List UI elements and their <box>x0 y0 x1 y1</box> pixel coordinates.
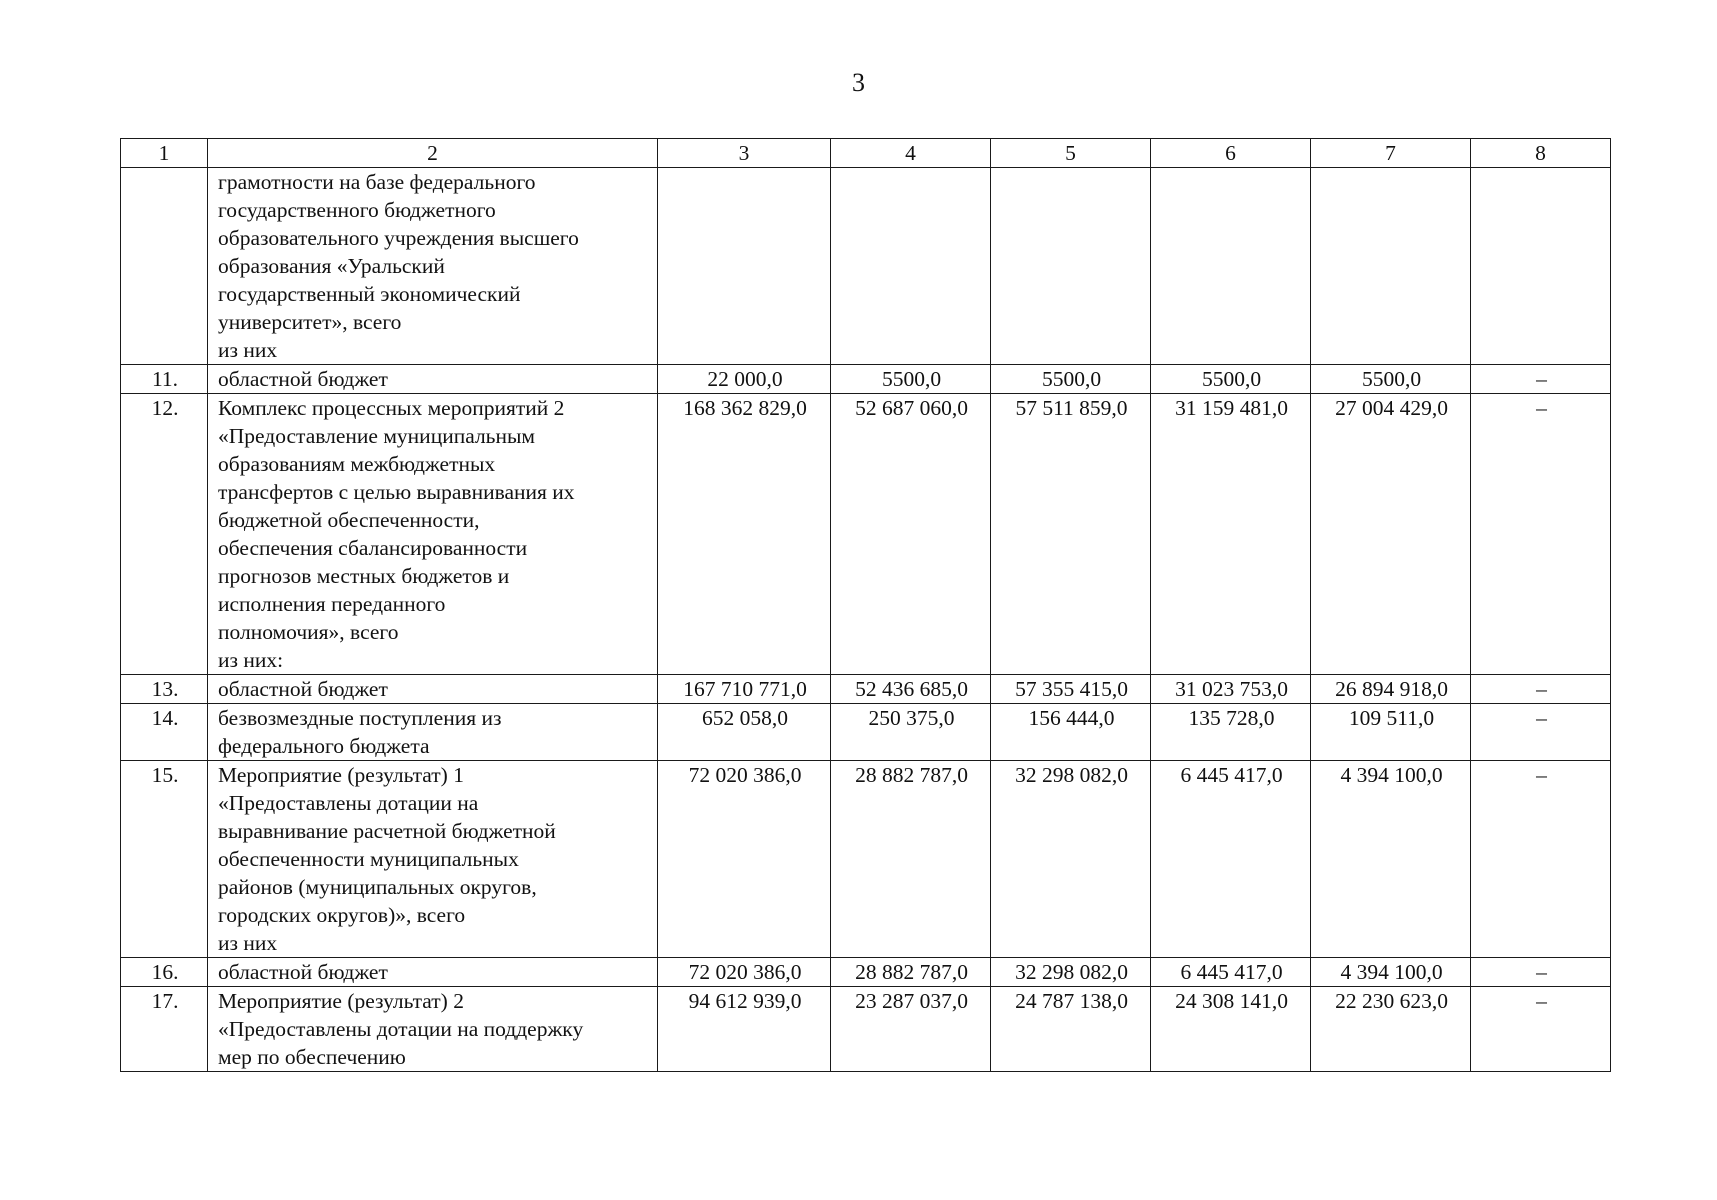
column-header: 6 <box>1151 139 1311 168</box>
row-description <box>208 394 658 675</box>
cell-amount: 31 159 481,0 <box>1151 394 1311 675</box>
description-line: федерального бюджета <box>218 734 430 758</box>
cell-col-8: – <box>1471 761 1611 958</box>
description-line: из них: <box>218 648 284 672</box>
cell-amount: 156 444,0 <box>991 704 1151 761</box>
description-line: обеспечения сбалансированности <box>218 536 528 560</box>
description-line: Мероприятие (результат) 2 <box>218 989 464 1013</box>
description-line: «Предоставлены дотации на поддержку <box>218 1017 584 1041</box>
description-line: университет», всего <box>218 310 402 334</box>
cell-amount: 4 394 100,0 <box>1311 958 1471 987</box>
row-description <box>208 675 658 704</box>
cell-amount: 167 710 771,0 <box>658 675 831 704</box>
row-number: 12. <box>121 394 208 675</box>
description-line: государственного бюджетного <box>218 198 496 222</box>
column-header: 7 <box>1311 139 1471 168</box>
description-line: «Предоставление муниципальным <box>218 424 536 448</box>
cell-amount: 28 882 787,0 <box>831 761 991 958</box>
description-line: из них <box>218 338 278 362</box>
cell-amount: 6 445 417,0 <box>1151 958 1311 987</box>
cell-amount: 22 000,0 <box>658 365 831 394</box>
description-line: образования «Уральский <box>218 254 445 278</box>
cell-col-8: – <box>1471 394 1611 675</box>
budget-table <box>120 138 1611 1072</box>
description-line: образованиям межбюджетных <box>218 452 496 476</box>
table-row <box>121 365 1611 394</box>
cell-amount: 28 882 787,0 <box>831 958 991 987</box>
description-line: областной бюджет <box>218 960 388 984</box>
row-description <box>208 958 658 987</box>
cell-col-8: – <box>1471 987 1611 1072</box>
description-line: из них <box>218 931 278 955</box>
cell-amount: 27 004 429,0 <box>1311 394 1471 675</box>
column-header: 3 <box>658 139 831 168</box>
cell-amount <box>1311 168 1471 365</box>
cell-amount: 52 436 685,0 <box>831 675 991 704</box>
table-body <box>121 168 1611 1072</box>
cell-amount: 57 355 415,0 <box>991 675 1151 704</box>
description-line: безвозмездные поступления из <box>218 706 502 730</box>
cell-amount: 32 298 082,0 <box>991 958 1151 987</box>
table-row <box>121 761 1611 958</box>
table-row <box>121 958 1611 987</box>
cell-amount <box>991 168 1151 365</box>
cell-amount: 109 511,0 <box>1311 704 1471 761</box>
cell-amount <box>831 168 991 365</box>
description-line: прогнозов местных бюджетов и <box>218 564 510 588</box>
row-number: 14. <box>121 704 208 761</box>
cell-amount <box>658 168 831 365</box>
cell-amount: 5500,0 <box>831 365 991 394</box>
row-description <box>208 704 658 761</box>
cell-amount: 24 308 141,0 <box>1151 987 1311 1072</box>
description-line: выравнивание расчетной бюджетной <box>218 819 556 843</box>
cell-amount: 72 020 386,0 <box>658 958 831 987</box>
description-line: исполнения переданного <box>218 592 446 616</box>
column-header: 1 <box>121 139 208 168</box>
cell-amount: 94 612 939,0 <box>658 987 831 1072</box>
row-description <box>208 987 658 1072</box>
cell-amount: 652 058,0 <box>658 704 831 761</box>
table-row <box>121 704 1611 761</box>
description-line: Комплекс процессных мероприятий 2 <box>218 396 565 420</box>
description-line: областной бюджет <box>218 677 388 701</box>
cell-amount: 250 375,0 <box>831 704 991 761</box>
cell-col-8: – <box>1471 704 1611 761</box>
header-row <box>121 139 1611 168</box>
description-line: районов (муниципальных округов, <box>218 875 537 899</box>
cell-amount: 5500,0 <box>991 365 1151 394</box>
description-line: Мероприятие (результат) 1 <box>218 763 464 787</box>
row-number: 11. <box>121 365 208 394</box>
cell-amount: 26 894 918,0 <box>1311 675 1471 704</box>
table-header <box>121 139 1611 168</box>
column-header: 8 <box>1471 139 1611 168</box>
cell-amount: 135 728,0 <box>1151 704 1311 761</box>
column-header: 2 <box>208 139 658 168</box>
row-description <box>208 168 658 365</box>
cell-amount: 22 230 623,0 <box>1311 987 1471 1072</box>
table-row <box>121 168 1611 365</box>
description-line: трансфертов с целью выравнивания их <box>218 480 575 504</box>
page-number: 3 <box>852 68 865 97</box>
cell-col-8: – <box>1471 675 1611 704</box>
cell-amount: 4 394 100,0 <box>1311 761 1471 958</box>
cell-amount: 32 298 082,0 <box>991 761 1151 958</box>
row-description <box>208 761 658 958</box>
row-number <box>121 168 208 365</box>
cell-amount: 57 511 859,0 <box>991 394 1151 675</box>
cell-amount: 5500,0 <box>1311 365 1471 394</box>
table-row <box>121 987 1611 1072</box>
description-line: городских округов)», всего <box>218 903 466 927</box>
row-number: 13. <box>121 675 208 704</box>
description-line: мер по обеспечению <box>218 1045 406 1069</box>
row-number: 17. <box>121 987 208 1072</box>
cell-col-8: – <box>1471 958 1611 987</box>
cell-amount: 6 445 417,0 <box>1151 761 1311 958</box>
cell-amount: 24 787 138,0 <box>991 987 1151 1072</box>
description-line: грамотности на базе федерального <box>218 170 536 194</box>
cell-amount: 168 362 829,0 <box>658 394 831 675</box>
row-number: 16. <box>121 958 208 987</box>
row-description <box>208 365 658 394</box>
table-row <box>121 394 1611 675</box>
cell-amount: 31 023 753,0 <box>1151 675 1311 704</box>
table-row <box>121 675 1611 704</box>
cell-amount <box>1151 168 1311 365</box>
description-line: полномочия», всего <box>218 620 399 644</box>
cell-amount: 52 687 060,0 <box>831 394 991 675</box>
cell-amount: 5500,0 <box>1151 365 1311 394</box>
cell-amount: 23 287 037,0 <box>831 987 991 1072</box>
description-line: государственный экономический <box>218 282 521 306</box>
cell-col-8: – <box>1471 365 1611 394</box>
description-line: областной бюджет <box>218 367 388 391</box>
cell-col-8 <box>1471 168 1611 365</box>
description-line: бюджетной обеспеченности, <box>218 508 480 532</box>
row-number: 15. <box>121 761 208 958</box>
description-line: обеспеченности муниципальных <box>218 847 519 871</box>
cell-amount: 72 020 386,0 <box>658 761 831 958</box>
description-line: «Предоставлены дотации на <box>218 791 479 815</box>
description-line: образовательного учреждения высшего <box>218 226 579 250</box>
column-header: 5 <box>991 139 1151 168</box>
column-header: 4 <box>831 139 991 168</box>
